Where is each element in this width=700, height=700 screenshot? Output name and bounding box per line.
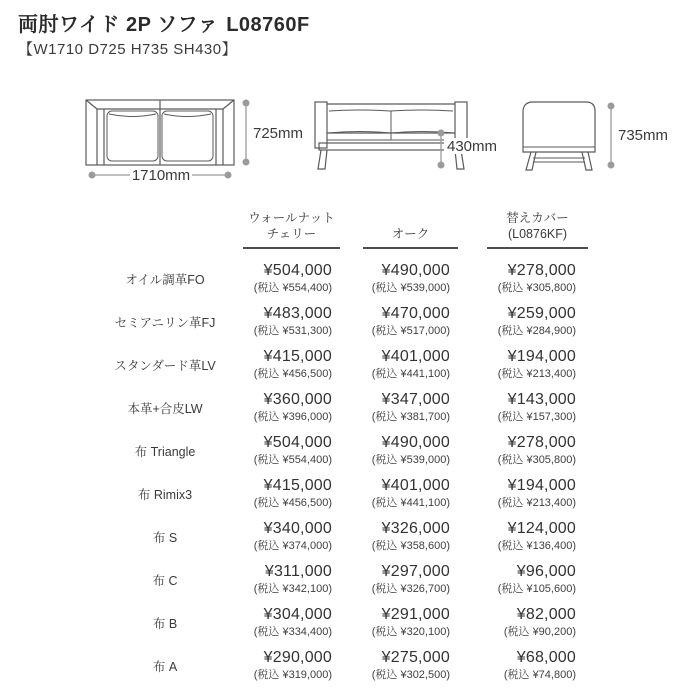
row-label: スタンダード革LV <box>114 358 216 373</box>
row-label: 布 Triangle <box>134 444 196 459</box>
price-tax: (税込 ¥441,100) <box>371 368 450 380</box>
price-cell <box>458 515 588 558</box>
header-rule <box>363 247 458 249</box>
front-view-drawing <box>315 102 467 169</box>
width-dimension-label: 1710mm <box>131 167 191 184</box>
price-cell <box>458 300 588 343</box>
price-tax: (税込 ¥456,500) <box>253 497 332 509</box>
price-main: ¥291,000 <box>381 606 450 623</box>
price-main: ¥259,000 <box>507 305 576 322</box>
price-cell <box>230 644 340 687</box>
price-cell <box>458 343 588 386</box>
price-main: ¥326,000 <box>381 520 450 537</box>
header-rule <box>243 247 340 249</box>
column-header-walnut-cherry: ウォールナット チェリー <box>230 200 340 257</box>
product-name: 両肘ワイド 2P ソファ <box>18 14 219 36</box>
price-main: ¥490,000 <box>381 262 450 279</box>
price-tax: (税込 ¥441,100) <box>371 497 450 509</box>
row-label: オイル調革FO <box>125 272 205 287</box>
price-cell <box>458 386 588 429</box>
price-cell <box>458 257 588 300</box>
price-tax: (税込 ¥374,000) <box>253 540 332 552</box>
page-title <box>18 12 310 38</box>
price-tax: (税込 ¥517,000) <box>371 325 450 337</box>
row-label: 布 Rimix3 <box>137 487 193 502</box>
row-label: セミアニリン革FJ <box>114 315 216 330</box>
price-tax: (税込 ¥305,800) <box>497 282 576 294</box>
column-header-oak: オーク <box>340 200 458 257</box>
side-view-drawing <box>523 102 595 170</box>
price-tax: (税込 ¥157,300) <box>497 411 576 423</box>
price-cell <box>340 601 458 644</box>
row-label: 布 B <box>152 616 178 631</box>
price-cell <box>340 300 458 343</box>
price-tax: (税込 ¥456,500) <box>253 368 332 380</box>
depth-dimension-label: 725mm <box>253 125 304 142</box>
header-rule <box>487 247 588 249</box>
price-tax: (税込 ¥381,700) <box>371 411 450 423</box>
price-cell <box>230 300 340 343</box>
price-tax: (税込 ¥334,400) <box>253 626 332 638</box>
price-main: ¥415,000 <box>263 348 332 365</box>
size-spec: 【W1710 D725 H735 SH430】 <box>18 41 238 58</box>
price-cell <box>340 386 458 429</box>
depth-dimension <box>243 100 250 166</box>
column-header-replacement-cover: 替えカバー (L0876KF) <box>458 200 588 257</box>
price-main: ¥124,000 <box>507 520 576 537</box>
price-main: ¥504,000 <box>263 262 332 279</box>
price-main: ¥278,000 <box>507 434 576 451</box>
price-cell <box>340 257 458 300</box>
price-main: ¥401,000 <box>381 348 450 365</box>
price-cell <box>230 343 340 386</box>
price-cell <box>458 644 588 687</box>
price-main: ¥275,000 <box>381 649 450 666</box>
price-main: ¥290,000 <box>263 649 332 666</box>
price-cell <box>230 515 340 558</box>
price-main: ¥401,000 <box>381 477 450 494</box>
price-tax: (税込 ¥105,600) <box>497 583 576 595</box>
price-cell <box>340 644 458 687</box>
price-main: ¥415,000 <box>263 477 332 494</box>
seat-height-dimension <box>438 130 445 169</box>
price-main: ¥504,000 <box>263 434 332 451</box>
price-tax: (税込 ¥319,000) <box>253 669 332 681</box>
price-cell <box>230 429 340 472</box>
price-tax: (税込 ¥342,100) <box>253 583 332 595</box>
price-main: ¥68,000 <box>516 649 576 666</box>
model-number: L08760F <box>226 14 310 36</box>
price-main: ¥304,000 <box>263 606 332 623</box>
price-cell <box>230 601 340 644</box>
technical-drawings <box>0 90 700 215</box>
price-cell <box>458 472 588 515</box>
price-cell <box>340 429 458 472</box>
price-main: ¥490,000 <box>381 434 450 451</box>
price-table <box>100 200 600 687</box>
price-tax: (税込 ¥136,400) <box>497 540 576 552</box>
price-tax: (税込 ¥539,000) <box>371 282 450 294</box>
row-label: 布 A <box>152 659 178 674</box>
price-tax: (税込 ¥213,400) <box>497 368 576 380</box>
price-main: ¥297,000 <box>381 563 450 580</box>
price-tax: (税込 ¥90,200) <box>503 626 576 638</box>
price-main: ¥194,000 <box>507 348 576 365</box>
price-cell <box>340 472 458 515</box>
price-cell <box>458 601 588 644</box>
price-cell <box>458 558 588 601</box>
price-tax: (税込 ¥326,700) <box>371 583 450 595</box>
price-main: ¥340,000 <box>263 520 332 537</box>
price-tax: (税込 ¥284,900) <box>497 325 576 337</box>
price-tax: (税込 ¥539,000) <box>371 454 450 466</box>
price-main: ¥360,000 <box>263 391 332 408</box>
price-cell <box>458 429 588 472</box>
price-tax: (税込 ¥305,800) <box>497 454 576 466</box>
price-cell <box>230 558 340 601</box>
price-main: ¥143,000 <box>507 391 576 408</box>
price-cell <box>230 257 340 300</box>
price-tax: (税込 ¥554,400) <box>253 282 332 294</box>
price-tax: (税込 ¥554,400) <box>253 454 332 466</box>
price-cell <box>340 343 458 386</box>
height-dimension-label: 735mm <box>618 127 669 144</box>
price-main: ¥194,000 <box>507 477 576 494</box>
sofa-drawings-svg <box>0 90 700 215</box>
price-main: ¥82,000 <box>516 606 576 623</box>
price-tax: (税込 ¥213,400) <box>497 497 576 509</box>
price-tax: (税込 ¥531,300) <box>253 325 332 337</box>
column-header-material <box>100 200 230 257</box>
price-tax: (税込 ¥358,600) <box>371 540 450 552</box>
price-main: ¥347,000 <box>381 391 450 408</box>
price-main: ¥483,000 <box>263 305 332 322</box>
price-main: ¥278,000 <box>507 262 576 279</box>
seat-height-dimension-label: 430mm <box>447 138 498 155</box>
price-main: ¥311,000 <box>264 563 332 580</box>
page-header <box>18 12 310 60</box>
top-view-drawing <box>86 100 234 165</box>
price-cell <box>230 472 340 515</box>
price-tax: (税込 ¥320,100) <box>371 626 450 638</box>
price-cell <box>230 386 340 429</box>
price-cell <box>340 515 458 558</box>
price-tax: (税込 ¥396,000) <box>253 411 332 423</box>
price-tax: (税込 ¥74,800) <box>503 669 576 681</box>
row-label: 布 C <box>152 573 178 588</box>
price-main: ¥96,000 <box>516 563 576 580</box>
row-label: 布 S <box>152 530 178 545</box>
price-tax: (税込 ¥302,500) <box>371 669 450 681</box>
row-label: 本革+合皮LW <box>127 401 203 416</box>
height-dimension <box>608 103 615 169</box>
price-main: ¥470,000 <box>381 305 450 322</box>
price-cell <box>340 558 458 601</box>
